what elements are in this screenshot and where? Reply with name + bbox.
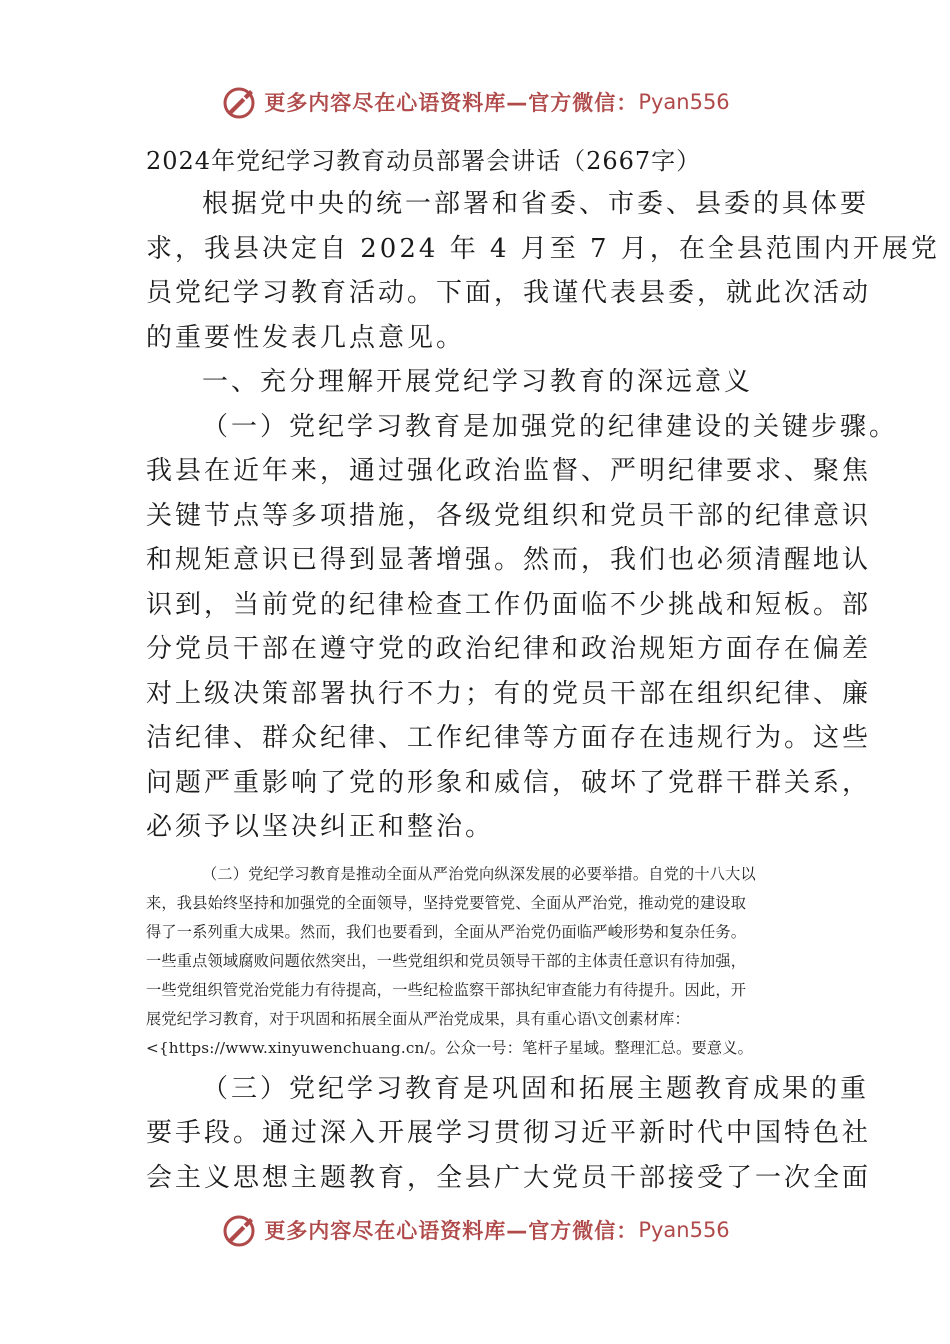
text-line: 一些重点领域腐败问题依然突出，一些党组织和党员领导干部的主体责任意识有待加强， (146, 951, 747, 970)
header-watermark-banner (0, 82, 950, 122)
text-line: 问题严重影响了党的形象和威信，破坏了党群干群关系， (146, 767, 872, 798)
section-one-paragraph (146, 405, 899, 850)
text-line: 分党员干部在遵守党的政治纪律和政治规矩方面存在偏差 (146, 634, 872, 664)
section-three-paragraph (146, 1067, 872, 1201)
text-line: 一些党组织管党治党能力有待提高，一些纪检监察干部执纪审查能力有待提升。因此，开 (146, 980, 747, 999)
text-line: 必须予以坚决纠正和整治。 (146, 812, 495, 842)
document-title: 2024年党纪学习教育动员部署会讲话（2667字） (146, 147, 702, 175)
text-line: （一）党纪学习教育是加强党的纪律建设的关键步骤。 (202, 411, 899, 442)
quill-seal-logo-icon (220, 82, 260, 122)
text-line: 我县在近年来，通过强化政治监督、严明纪律要求、聚焦 (146, 456, 872, 486)
section-heading: 一、充分理解开展党纪学习教育的深远意义 (202, 367, 754, 397)
text-line: 展党纪学习教育，对于巩固和拓展全面从严治党成果，具有重心语\文创素材库： (146, 1009, 690, 1028)
text-line: 根据党中央的统一部署和省委、市委、县委的具体要 (202, 189, 870, 219)
text-line: 的重要性发表几点意见。 (146, 322, 466, 353)
text-line: 要手段。通过深入开展学习贯彻习近平新时代中国特色社 (146, 1118, 872, 1148)
text-line: 对上级决策部署执行不力；有的党员干部在组织纪律、廉 (146, 678, 872, 709)
text-line: （二）党纪学习教育是推动全面从严治党向纵深发展的必要举措。自党的十八大以 (202, 864, 756, 883)
text-line: 来，我县始终坚持和加强党的全面领导，坚持党要管党、全面从严治党，推动党的建设取 (146, 893, 747, 912)
banner-wechat-id: Pyan556 (638, 90, 730, 114)
banner-text: 更多内容尽在心语资料库—官方微信： (264, 1219, 639, 1243)
text-line: 关键节点等多项措施，各级党组织和党员干部的纪律意识 (146, 500, 872, 531)
footer-watermark-banner (0, 1210, 950, 1250)
text-line: <{https://www.xinyuwenchuang.cn/。公众一号：笔杆子星域。整理汇总。要意义。 (146, 1038, 753, 1057)
intro-paragraph (146, 182, 940, 360)
text-line: 识到，当前党的纪律检查工作仍面临不少挑战和短板。部 (146, 589, 872, 620)
text-line: 求，我县决定自 2024 年 4 月至 7 月，在全县范围内开展党 (146, 233, 940, 264)
banner-text: 更多内容尽在心语资料库—官方微信： (264, 91, 639, 115)
text-line: 员党纪学习教育活动。下面，我谨代表县委，就此次活动 (146, 278, 872, 308)
text-line: 会主义思想主题教育，全县广大党员干部接受了一次全面 (146, 1162, 872, 1193)
text-line: 得了一系列重大成果。然而，我们也要看到，全面从严治党仍面临严峻形势和复杂任务。 (146, 922, 747, 941)
text-line: （三）党纪学习教育是巩固和拓展主题教育成果的重 (202, 1073, 870, 1104)
document-body (146, 140, 940, 1200)
text-line: 和规矩意识已得到显著增强。然而，我们也必须清醒地认 (146, 545, 872, 575)
banner-wechat-id: Pyan556 (638, 1218, 730, 1242)
section-two-paragraph (146, 860, 806, 1063)
text-line: 洁纪律、群众纪律、工作纪律等方面存在违规行为。这些 (146, 723, 872, 753)
quill-seal-logo-icon (220, 1210, 260, 1250)
